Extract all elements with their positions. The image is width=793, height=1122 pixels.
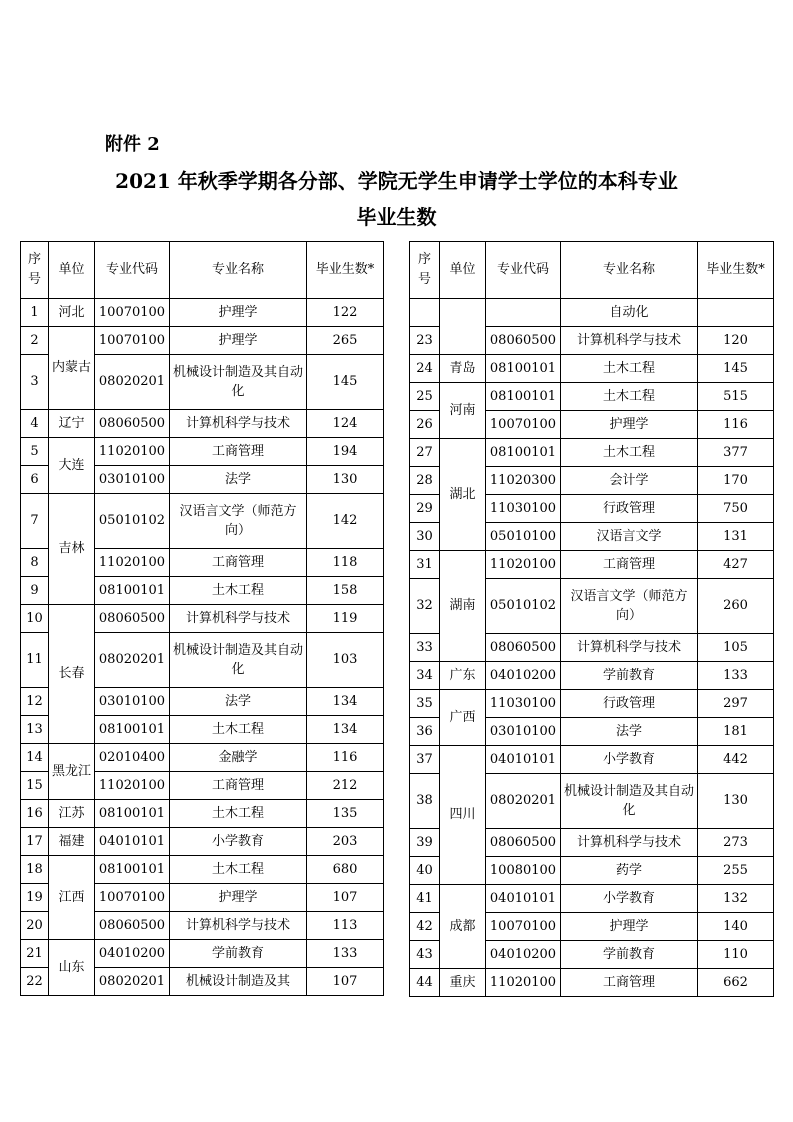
row-code: 08100101 [95,716,170,744]
row-code: 11020100 [486,551,561,579]
row-code: 03010100 [95,466,170,494]
row-seq: 19 [21,884,49,912]
row-unit: 广东 [440,662,486,690]
row-seq: 34 [410,662,440,690]
row-major-name: 工商管理 [170,772,307,800]
header-unit: 单位 [440,242,486,299]
row-major-name: 汉语言文学 [561,523,698,551]
row-seq: 20 [21,912,49,940]
row-count: 273 [698,829,774,857]
row-code: 11030100 [486,690,561,718]
row-seq: 2 [21,327,49,355]
table-row [410,690,774,718]
row-seq: 37 [410,746,440,774]
row-major-name: 计算机科学与技术 [170,912,307,940]
row-unit: 广西 [440,690,486,746]
row-seq: 15 [21,772,49,800]
table-header-row [410,242,774,299]
row-count: 260 [698,579,774,634]
row-count: 113 [307,912,384,940]
row-seq: 28 [410,467,440,495]
row-code: 11020100 [486,969,561,997]
row-code: 11020100 [95,438,170,466]
row-major-name: 工商管理 [561,551,698,579]
table-row [21,299,384,327]
row-major-name: 计算机科学与技术 [561,634,698,662]
document-title: 2021 年秋季学期各分部、学院无学生申请学士学位的本科专业 [115,169,678,193]
row-seq: 30 [410,523,440,551]
row-code: 04010101 [486,746,561,774]
row-count: 427 [698,551,774,579]
row-code: 10080100 [486,857,561,885]
header-unit: 单位 [49,242,95,299]
row-seq: 12 [21,688,49,716]
row-code: 04010101 [486,885,561,913]
row-major-name: 土木工程 [170,800,307,828]
row-seq: 8 [21,549,49,577]
row-seq: 36 [410,718,440,746]
row-unit [440,299,486,355]
row-major-name: 汉语言文学（师范方向） [170,494,307,549]
row-count: 133 [307,940,384,968]
header-name: 专业名称 [170,242,307,299]
row-seq: 38 [410,774,440,829]
table-row [21,856,384,884]
row-count: 158 [307,577,384,605]
table-row [21,410,384,438]
row-count: 203 [307,828,384,856]
row-code: 08100101 [95,577,170,605]
row-major-name: 工商管理 [561,969,698,997]
table-row [21,494,384,549]
row-count: 194 [307,438,384,466]
row-major-name: 会计学 [561,467,698,495]
row-unit: 四川 [440,746,486,885]
row-code: 11030100 [486,495,561,523]
row-seq: 5 [21,438,49,466]
table-row [410,885,774,913]
row-code: 04010200 [95,940,170,968]
row-major-name: 工商管理 [170,438,307,466]
row-major-name: 土木工程 [561,439,698,467]
row-seq: 14 [21,744,49,772]
table-row [410,383,774,411]
row-count [698,299,774,327]
row-major-name: 机械设计制造及其 [170,968,307,996]
row-code: 08020201 [486,774,561,829]
row-seq: 18 [21,856,49,884]
row-seq: 3 [21,355,49,410]
row-seq: 9 [21,577,49,605]
row-seq [410,299,440,327]
row-unit: 福建 [49,828,95,856]
row-unit: 湖北 [440,439,486,551]
row-code: 10070100 [486,913,561,941]
row-seq: 27 [410,439,440,467]
row-unit: 长春 [49,605,95,744]
row-unit: 河南 [440,383,486,439]
row-code: 02010400 [95,744,170,772]
row-seq: 40 [410,857,440,885]
row-seq: 10 [21,605,49,633]
table-row [21,327,384,355]
table-row [21,940,384,968]
row-count: 750 [698,495,774,523]
row-code: 11020100 [95,549,170,577]
header-count: 毕业生数* [698,242,774,299]
table-row [410,439,774,467]
row-seq: 41 [410,885,440,913]
row-count: 120 [698,327,774,355]
row-count: 145 [698,355,774,383]
row-seq: 25 [410,383,440,411]
table-row [21,438,384,466]
row-code: 10070100 [486,411,561,439]
row-major-name: 药学 [561,857,698,885]
row-major-name: 汉语言文学（师范方向） [561,579,698,634]
row-code: 04010200 [486,941,561,969]
row-major-name: 行政管理 [561,495,698,523]
row-count: 107 [307,968,384,996]
row-count: 515 [698,383,774,411]
row-major-name: 土木工程 [170,856,307,884]
row-code: 08020201 [95,355,170,410]
header-seq: 序号 [410,242,440,299]
row-seq: 16 [21,800,49,828]
row-seq: 1 [21,299,49,327]
row-code: 05010100 [486,523,561,551]
row-code: 03010100 [486,718,561,746]
row-seq: 31 [410,551,440,579]
row-count: 119 [307,605,384,633]
row-seq: 17 [21,828,49,856]
row-major-name: 护理学 [561,411,698,439]
row-seq: 44 [410,969,440,997]
row-code: 08100101 [486,355,561,383]
row-major-name: 学前教育 [561,941,698,969]
header-seq: 序号 [21,242,49,299]
row-seq: 32 [410,579,440,634]
row-major-name: 机械设计制造及其自动化 [170,355,307,410]
row-code: 10070100 [95,327,170,355]
table-row [21,605,384,633]
row-count: 662 [698,969,774,997]
row-seq: 21 [21,940,49,968]
row-major-name: 工商管理 [170,549,307,577]
row-major-name: 行政管理 [561,690,698,718]
row-count: 134 [307,688,384,716]
row-seq: 24 [410,355,440,383]
row-unit: 成都 [440,885,486,969]
row-seq: 26 [410,411,440,439]
row-code: 10070100 [95,884,170,912]
row-code: 08060500 [486,829,561,857]
row-major-name: 机械设计制造及其自动化 [170,633,307,688]
row-major-name: 护理学 [170,299,307,327]
row-seq: 23 [410,327,440,355]
row-major-name: 小学教育 [561,746,698,774]
row-unit: 辽宁 [49,410,95,438]
row-code: 08060500 [486,327,561,355]
row-major-name: 法学 [170,466,307,494]
row-code: 10070100 [95,299,170,327]
row-count: 134 [307,716,384,744]
row-code: 05010102 [486,579,561,634]
row-count: 442 [698,746,774,774]
row-count: 116 [307,744,384,772]
row-count: 133 [698,662,774,690]
table-row [410,551,774,579]
row-count: 132 [698,885,774,913]
row-count: 118 [307,549,384,577]
row-major-name: 小学教育 [170,828,307,856]
row-unit: 重庆 [440,969,486,997]
row-seq: 6 [21,466,49,494]
row-major-name: 法学 [170,688,307,716]
header-count: 毕业生数* [307,242,384,299]
row-code [486,299,561,327]
right-graduates-table [409,241,774,997]
table-row [21,744,384,772]
row-major-name: 自动化 [561,299,698,327]
row-code: 04010101 [95,828,170,856]
row-unit: 青岛 [440,355,486,383]
row-major-name: 土木工程 [170,716,307,744]
row-major-name: 计算机科学与技术 [561,829,698,857]
row-count: 265 [307,327,384,355]
row-code: 11020300 [486,467,561,495]
row-code: 05010102 [95,494,170,549]
row-seq: 42 [410,913,440,941]
row-major-name: 小学教育 [561,885,698,913]
row-code: 08100101 [95,800,170,828]
row-unit: 大连 [49,438,95,494]
header-code: 专业代码 [486,242,561,299]
row-count: 255 [698,857,774,885]
row-count: 103 [307,633,384,688]
row-count: 131 [698,523,774,551]
row-code: 08100101 [486,439,561,467]
row-major-name: 计算机科学与技术 [170,605,307,633]
row-major-name: 计算机科学与技术 [561,327,698,355]
row-major-name: 土木工程 [561,355,698,383]
table-row [21,828,384,856]
row-count: 110 [698,941,774,969]
row-major-name: 护理学 [170,327,307,355]
row-seq: 29 [410,495,440,523]
header-code: 专业代码 [95,242,170,299]
row-count: 680 [307,856,384,884]
row-major-name: 护理学 [561,913,698,941]
row-major-name: 学前教育 [170,940,307,968]
row-code: 11020100 [95,772,170,800]
row-count: 107 [307,884,384,912]
row-major-name: 土木工程 [170,577,307,605]
row-major-name: 法学 [561,718,698,746]
row-code: 08020201 [95,633,170,688]
row-major-name: 机械设计制造及其自动化 [561,774,698,829]
row-count: 105 [698,634,774,662]
row-seq: 35 [410,690,440,718]
row-seq: 4 [21,410,49,438]
row-count: 142 [307,494,384,549]
row-seq: 22 [21,968,49,996]
row-count: 181 [698,718,774,746]
row-code: 08100101 [486,383,561,411]
row-unit: 吉林 [49,494,95,605]
row-unit: 江苏 [49,800,95,828]
row-major-name: 学前教育 [561,662,698,690]
left-graduates-table [20,241,384,996]
row-seq: 11 [21,633,49,688]
row-unit: 内蒙古 [49,327,95,410]
row-major-name: 金融学 [170,744,307,772]
row-unit: 山东 [49,940,95,996]
row-count: 116 [698,411,774,439]
row-major-name: 土木工程 [561,383,698,411]
row-code: 08060500 [486,634,561,662]
row-code: 08020201 [95,968,170,996]
row-count: 135 [307,800,384,828]
row-code: 08100101 [95,856,170,884]
row-count: 212 [307,772,384,800]
document-title-continued: 毕业生数 [356,205,437,229]
row-seq: 7 [21,494,49,549]
row-count: 170 [698,467,774,495]
row-unit: 湖南 [440,551,486,662]
row-count: 377 [698,439,774,467]
row-unit: 河北 [49,299,95,327]
row-count: 145 [307,355,384,410]
table-row [410,969,774,997]
row-seq: 33 [410,634,440,662]
row-unit: 黑龙江 [49,744,95,800]
table-row [21,800,384,828]
table-row [410,746,774,774]
row-major-name: 护理学 [170,884,307,912]
row-code: 08060500 [95,912,170,940]
header-name: 专业名称 [561,242,698,299]
row-code: 08060500 [95,410,170,438]
row-count: 124 [307,410,384,438]
row-unit: 江西 [49,856,95,940]
table-row [410,662,774,690]
row-code: 08060500 [95,605,170,633]
row-major-name: 计算机科学与技术 [170,410,307,438]
table-row [410,355,774,383]
row-code: 04010200 [486,662,561,690]
table-header-row [21,242,384,299]
row-count: 130 [307,466,384,494]
attachment-label: 附件 2 [105,134,160,155]
table-row [410,299,774,327]
row-seq: 13 [21,716,49,744]
row-count: 130 [698,774,774,829]
row-count: 140 [698,913,774,941]
row-seq: 39 [410,829,440,857]
row-seq: 43 [410,941,440,969]
row-count: 297 [698,690,774,718]
row-code: 03010100 [95,688,170,716]
row-count: 122 [307,299,384,327]
